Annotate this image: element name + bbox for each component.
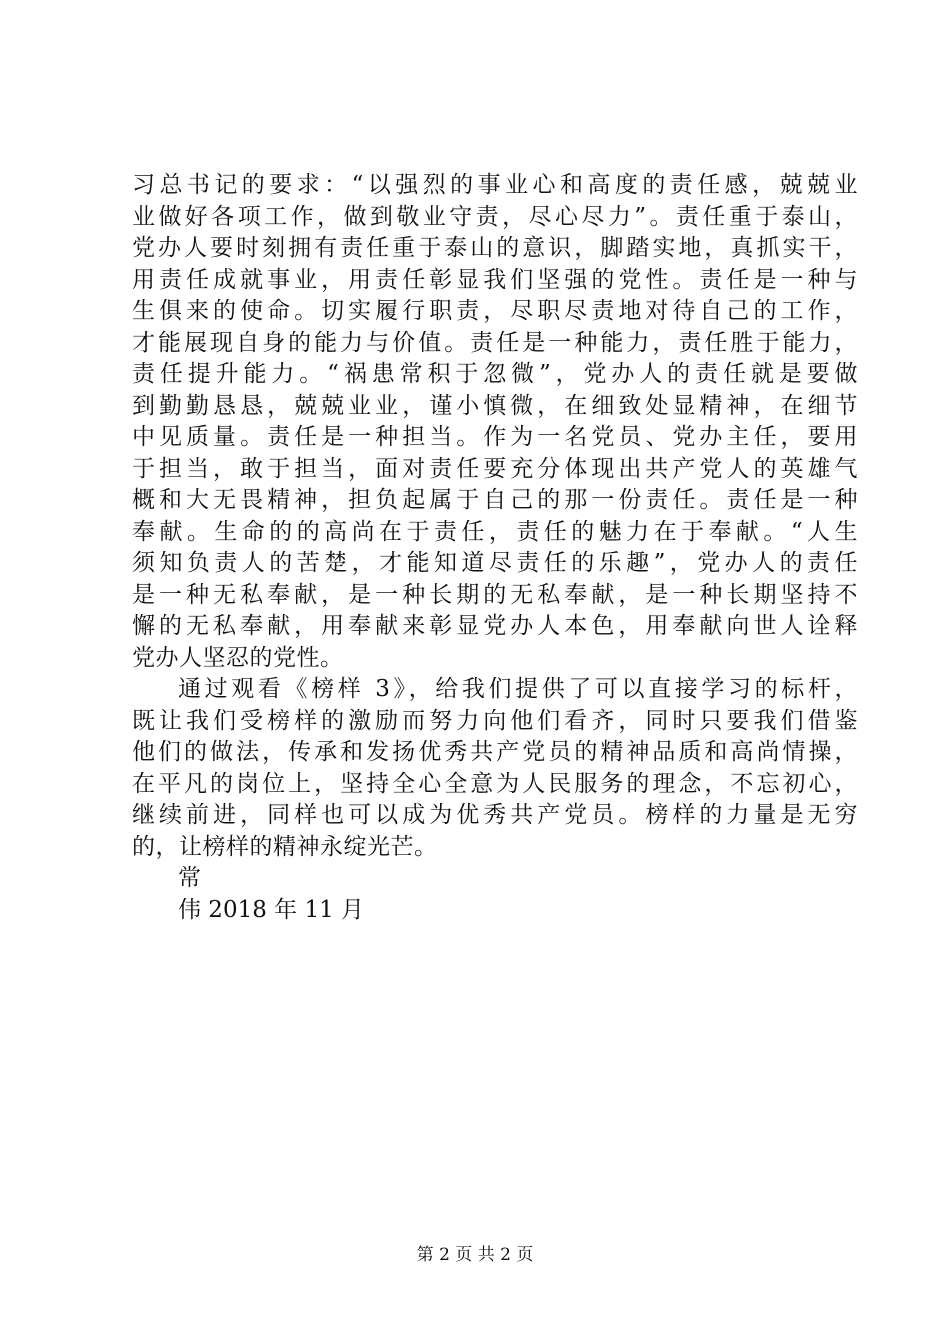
document-body (132, 170, 858, 926)
text-line: 通过观看《榜样 3》，给我们提供了可以直接学习的标杆， (178, 676, 858, 702)
text-line: 中见质量。责任是一种担当。作为一名党员、党办主任，要用 (132, 424, 858, 450)
text-line: 到勤勤恳恳，兢兢业业，谨小慎微，在细致处显精神，在细节 (132, 392, 858, 419)
text-line: 的，让榜样的精神永绽光芒。 (132, 833, 438, 860)
text-line: 须知负责人的苦楚，才能知道尽责任的乐趣”，党办人的责任 (132, 550, 858, 576)
text-line: 用责任成就事业，用责任彰显我们坚强的党性。责任是一种与 (132, 266, 858, 293)
text-line: 习总书记的要求：“以强烈的事业心和高度的责任感，兢兢业 (132, 172, 858, 198)
signature-name: 常 (178, 865, 201, 891)
text-line: 既让我们受榜样的激励而努力向他们看齐，同时只要我们借鉴 (132, 707, 858, 734)
text-line: 生俱来的使命。切实履行职责，尽职尽责地对待自己的工作， (132, 298, 858, 324)
signature-date: 伟 2018 年 11 月 (178, 896, 365, 923)
text-line: 他们的做法，传承和发扬优秀共产党员的精神品质和高尚情操， (132, 739, 858, 765)
text-line: 概和大无畏精神，担负起属于自己的那一份责任。责任是一种 (132, 487, 858, 513)
text-line: 才能展现自身的能力与价值。责任是一种能力，责任胜于能力， (132, 329, 858, 356)
paragraph-2 (132, 674, 858, 863)
text-line: 是一种无私奉献，是一种长期的无私奉献，是一种长期坚持不 (132, 581, 858, 608)
paragraph-1 (132, 170, 858, 674)
text-line: 党办人坚忍的党性。 (132, 644, 344, 671)
text-line: 党办人要时刻拥有责任重于泰山的意识，脚踏实地，真抓实干， (132, 235, 858, 261)
text-line: 于担当，敢于担当，面对责任要充分体现出共产党人的英雄气 (132, 455, 858, 482)
text-line: 在平凡的岗位上，坚持全心全意为人民服务的理念，不忘初心， (132, 770, 858, 797)
text-line: 奉献。生命的的高尚在于责任，责任的魅力在于奉献。“人生 (132, 518, 858, 545)
page-footer: 第 2 页 共 2 页 (416, 1245, 534, 1265)
text-line: 懈的无私奉献，用奉献来彰显党办人本色，用奉献向世人诠释 (132, 613, 858, 639)
text-line: 继续前进，同样也可以成为优秀共产党员。榜样的力量是无穷 (132, 802, 858, 828)
text-line: 责任提升能力。“祸患常积于忽微”，党办人的责任就是要做 (132, 361, 858, 387)
text-line: 业做好各项工作，做到敬业守责，尽心尽力”。责任重于泰山， (132, 203, 858, 230)
